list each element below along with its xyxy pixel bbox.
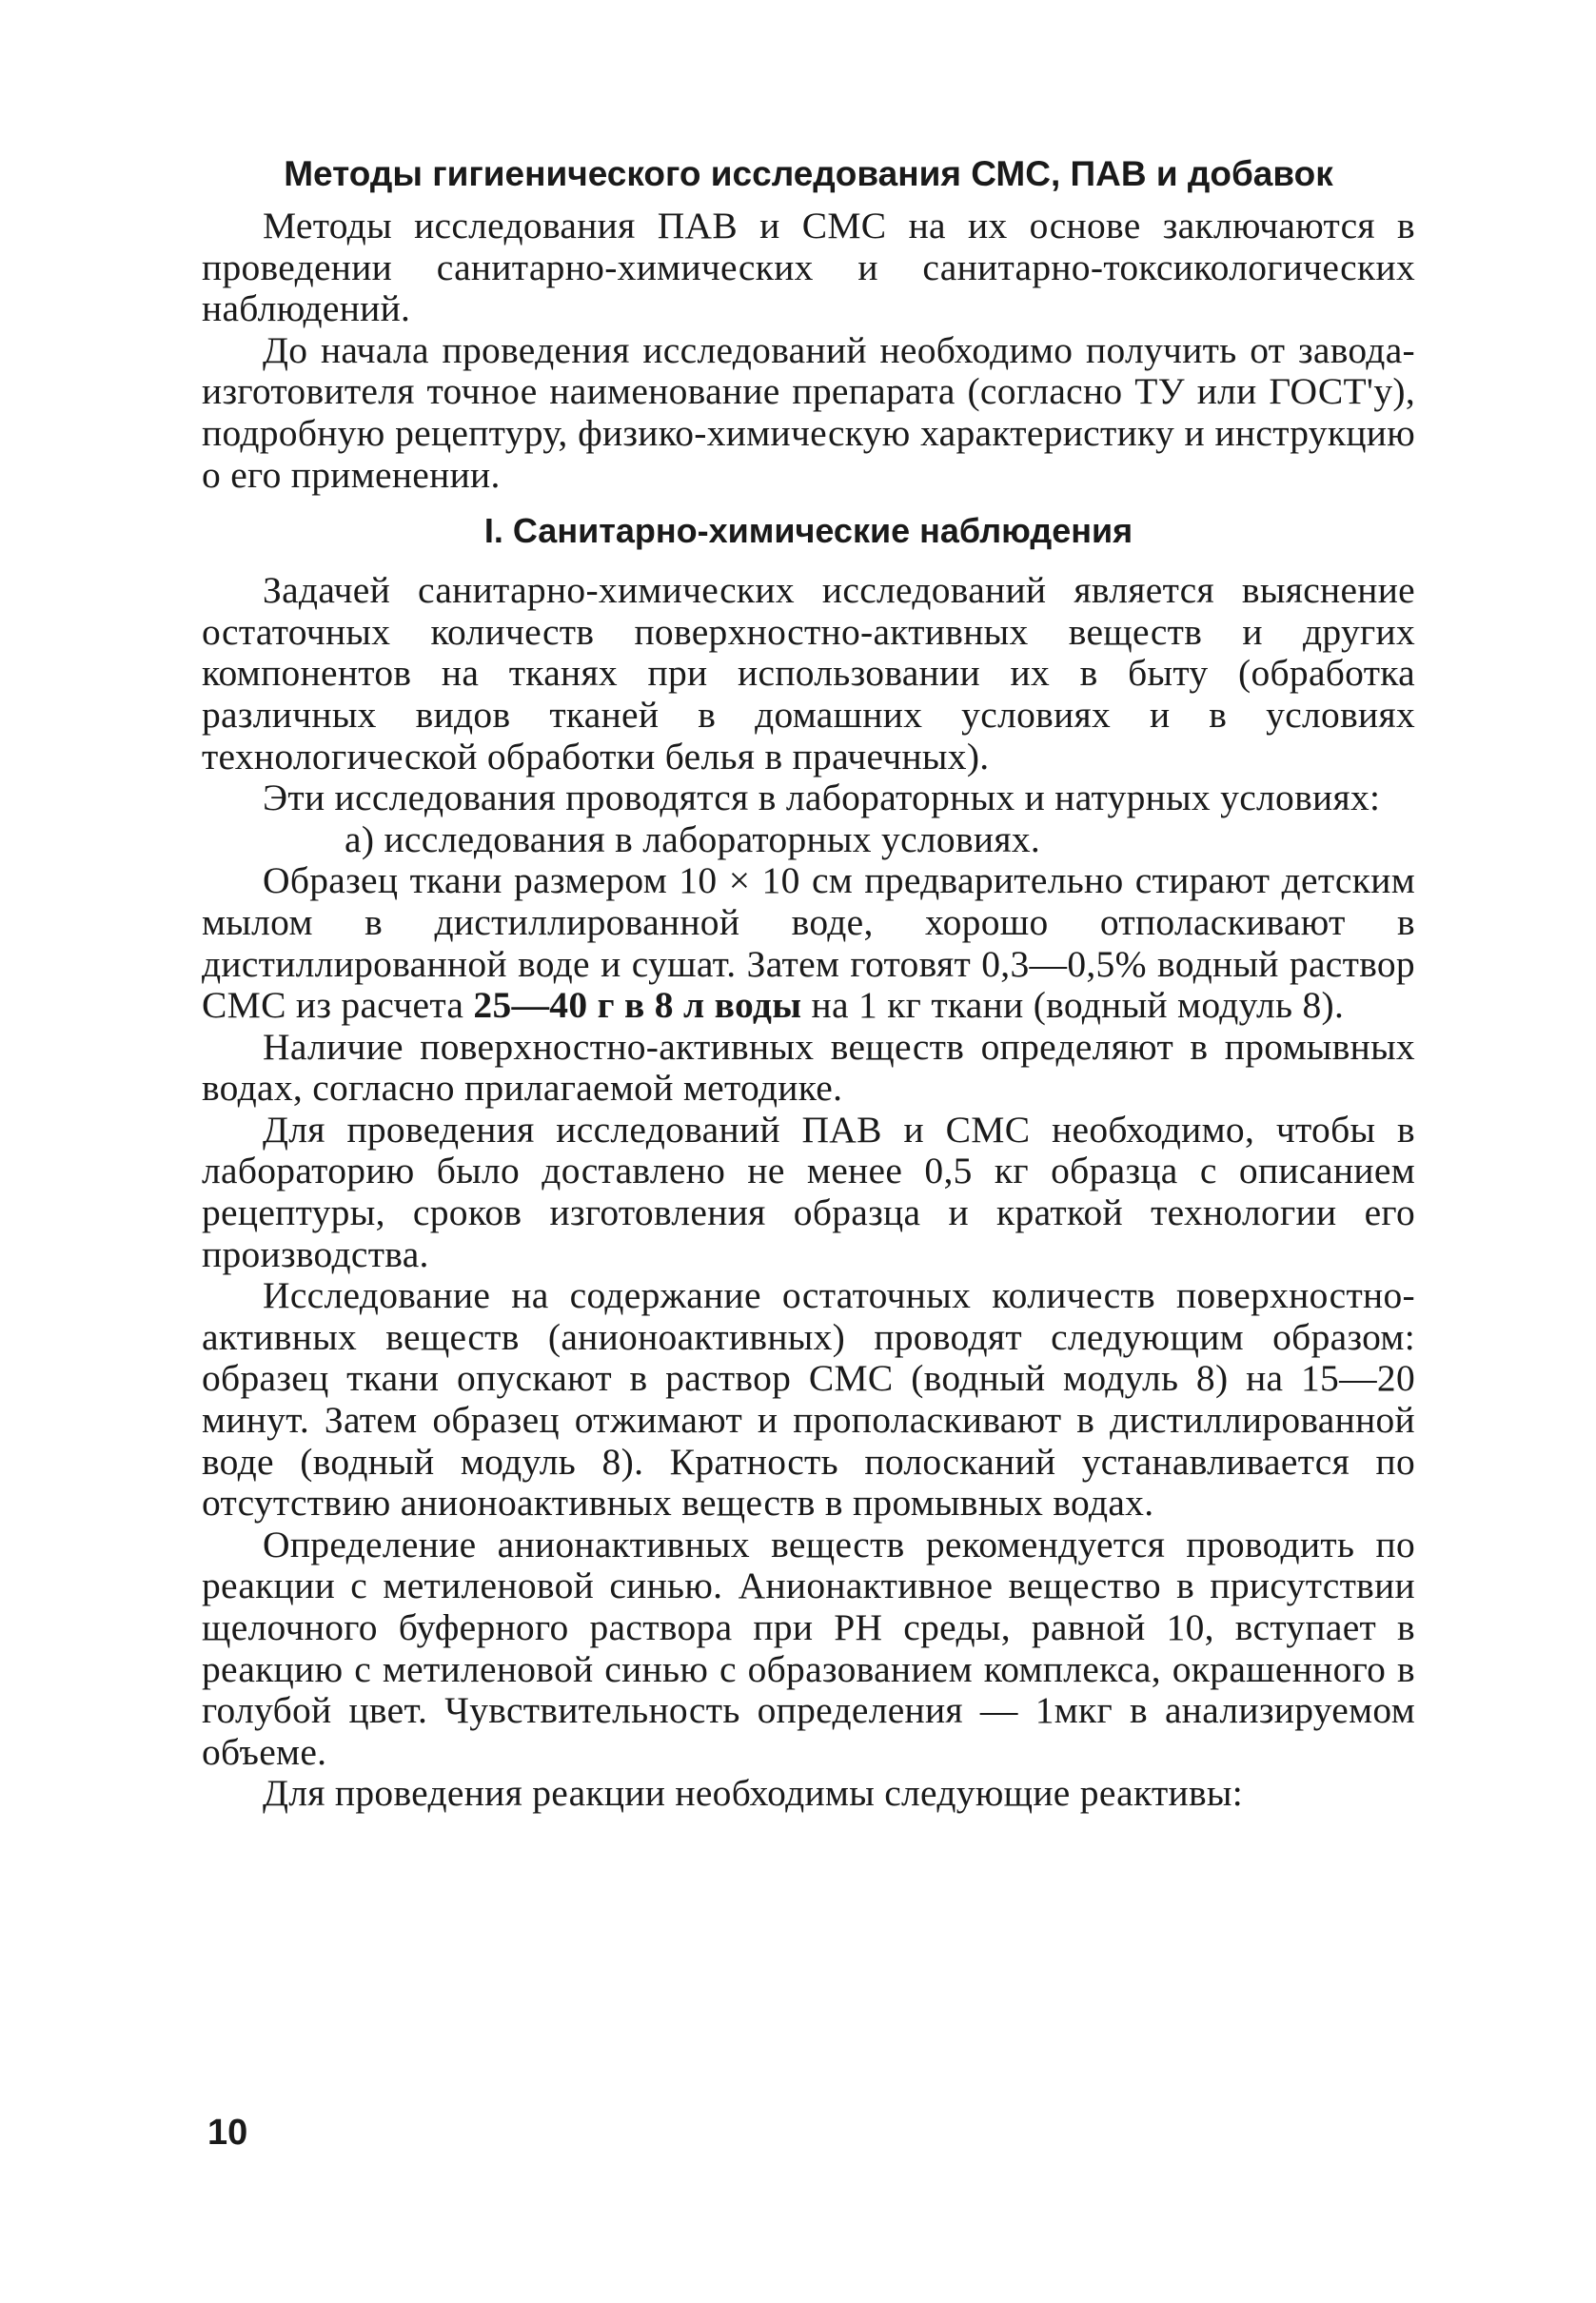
- paragraph-3-bold-text: 25—40 г в 8 л воды: [473, 984, 802, 1027]
- page-number: 10: [207, 2113, 248, 2153]
- section-paragraph-7: Определение анионактивных веществ рекомендуется проводить по реакции с метиленовой синью. Анионактивное вещество в присутствии щелочного буферного раствора при PH среды, равной 10, вступает в реакцию с метиленовой синью с образованием комплекса, окрашенного в голубой цвет. Чувствительность определения — 1мкг в анализируемом объеме.: [202, 1523, 1415, 1773]
- section-paragraph-2: Эти исследования проводятся в лабораторных и натурных условиях:: [263, 777, 1381, 819]
- paragraph-3-text: Образец ткани размером 10 × 10 см предварительно стирают детским мылом в дистиллированной воде, хорошо отполаскивают в дистиллированной воде и сушат. Затем готовят 0,3—0,5% водный раствор СМС из расчета: [202, 859, 1415, 1027]
- section-paragraph-1: Задачей санитарно-химических исследований является выяснение остаточных количеств поверхностно-активных веществ и других компонентов на тканях при использовании их в быту (обработка различных видов тканей в домашних условиях и в условиях технологической обработки белья в прачечных).: [202, 569, 1415, 778]
- page-content: [202, 152, 1415, 1815]
- section-paragraph-6: Исследование на содержание остаточных количеств поверхностно-активных веществ (анионоактивных) проводят следующим образом: образец ткани опускают в раствор СМС (водный модуль 8) на 15—20 минут. Затем образец отжимают и прополаскивают в дистиллированной воде (водный модуль 8). Кратность полосканий устанавливается по отсутствию анионоактивных веществ в промывных водах.: [202, 1274, 1415, 1525]
- paragraph-3-end-text: на 1 кг ткани (водный модуль 8).: [801, 984, 1345, 1027]
- section-title: I. Санитарно-химические наблюдения: [483, 511, 1133, 551]
- section-paragraph-3: [202, 860, 1415, 1026]
- list-item-a: а) исследования в лабораторных условиях.: [345, 817, 1041, 860]
- section-paragraph-5: Для проведения исследований ПАВ и СМС необходимо, чтобы в лабораторию было доставлено не менее 0,5 кг образца с описанием рецептуры, сроков изготовления образца и краткой технологии его производства.: [202, 1108, 1415, 1275]
- intro-paragraph-2: До начала проведения исследований необходимо получить от завода-изготовителя точное наименование препарата (согласно ТУ или ГОСТ'у), подробную рецептуру, физико-химическую характеристику и инструкцию о его применении.: [202, 328, 1415, 496]
- section-paragraph-4: Наличие поверхностно-активных веществ определяют в промывных водах, согласно прилагаемой методике.: [202, 1025, 1415, 1110]
- intro-paragraph-1: Методы исследования ПАВ и СМС на их основе заключаются в проведении санитарно-химических и санитарно-токсикологических наблюдений.: [202, 205, 1415, 330]
- page-title: Методы гигиенического исследования СМС, ПАВ и добавок: [284, 154, 1333, 193]
- section-paragraph-8: Для проведения реакции необходимы следующие реактивы:: [263, 1772, 1244, 1815]
